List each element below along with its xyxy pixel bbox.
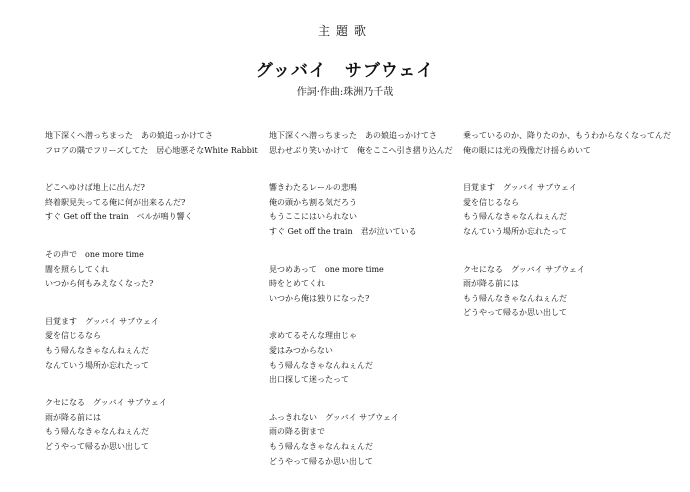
lyric-line: もう帰んなきゃなんねぇんだ xyxy=(45,345,149,355)
lyric-line: もう帰んなきゃなんねぇんだ xyxy=(269,441,373,451)
stanza xyxy=(269,181,484,239)
lyric-line: クセになる グッバイ サブウェイ xyxy=(45,398,167,408)
lyric-line: フロアの隅でフリーズしてた 居心地悪そなWhite Rabbit xyxy=(45,145,258,155)
lyric-line: どうやって帰るか思い出して xyxy=(463,308,567,318)
lyric-line: 求めてるそんな理由じゃ xyxy=(269,331,357,341)
lyric-line: どうやって帰るか思い出して xyxy=(45,441,149,451)
lyric-line: 闇を照らしてくれ xyxy=(45,264,109,274)
lyrics-column xyxy=(463,129,678,344)
lyric-line: 雨が降る前には xyxy=(45,412,101,422)
stanza xyxy=(269,329,484,387)
lyric-line: もう帰んなきゃなんねぇんだ xyxy=(269,360,373,370)
lyric-line: 響きわたるレールの悲鳴 xyxy=(269,183,357,193)
section-label: 主題歌 xyxy=(317,24,372,38)
lyric-line: もう帰んなきゃなんねぇんだ xyxy=(463,293,567,303)
lyric-line: 地下深くへ潜っちまった あの娘追っかけてさ xyxy=(45,131,213,140)
stanza xyxy=(269,263,484,307)
lyric-line: 地下深くへ潜っちまった あの娘追っかけてさ xyxy=(269,131,437,140)
lyric-line: 時をとめてくれ xyxy=(269,279,325,289)
lyric-line: 終着駅見失ってる俺に何が出来るんだ? xyxy=(45,197,186,207)
lyric-line: 愛を信じるなら xyxy=(45,331,101,341)
lyric-line: なんていう場所か忘れたって xyxy=(45,360,149,370)
lyric-line: すぐ Get off the train ベルが鳴り響く xyxy=(45,212,193,222)
stanza xyxy=(45,181,260,225)
stanza xyxy=(463,129,678,158)
lyric-line: 愛を信じるなら xyxy=(463,197,519,207)
lyric-line: 雨が降る前には xyxy=(463,279,519,289)
credits: 作詞·作曲:珠洲乃千哉 xyxy=(296,87,394,98)
stanza xyxy=(269,411,484,469)
lyric-line: いつから俺は独りになった? xyxy=(269,293,370,303)
lyrics-column xyxy=(269,129,484,492)
stanza xyxy=(45,129,260,158)
stanza xyxy=(45,248,260,292)
lyric-line: 目覚ます グッバイ サブウェイ xyxy=(45,316,159,326)
lyric-line: どこへゆけば地上に出んだ? xyxy=(45,183,145,193)
lyric-line: 愛はみつからない xyxy=(269,345,333,355)
song-title: グッバイ サブウェイ xyxy=(255,61,435,81)
lyric-line: もうここにはいられない xyxy=(269,212,357,222)
lyric-line: 俺の頭かち割る気だろう xyxy=(269,197,357,207)
lyric-line: クセになる グッバイ サブウェイ xyxy=(463,264,585,274)
lyric-line: もう帰んなきゃなんねぇんだ xyxy=(45,427,149,437)
lyric-line: いつから何もみえなくなった? xyxy=(45,279,154,289)
lyric-line: 乗っているのか、降りたのか、もうわからなくなってんだ xyxy=(463,131,671,140)
stanza xyxy=(463,263,678,321)
lyrics-column xyxy=(45,129,260,478)
stanza xyxy=(463,181,678,239)
lyric-line: なんていう場所か忘れたって xyxy=(463,226,567,236)
stanza xyxy=(45,396,260,454)
lyric-line: 出口探して迷ったって xyxy=(269,375,349,385)
lyric-line: 思わせぶり笑いかけて 俺をここへ引き摺り込んだ xyxy=(269,145,453,155)
lyric-line: その声で one more time xyxy=(45,249,144,259)
lyric-line: 俺の眼には光の残像だけ揺らめいて xyxy=(463,145,591,155)
stanza xyxy=(45,315,260,373)
stanza xyxy=(269,129,484,158)
lyric-line: どうやって帰るか思い出して xyxy=(269,456,373,466)
lyric-line: 雨の降る街まで xyxy=(269,427,325,437)
lyric-line: 目覚ます グッバイ サブウェイ xyxy=(463,183,577,193)
lyric-line: すぐ Get off the train 君が泣いている xyxy=(269,226,417,236)
lyric-line: もう帰んなきゃなんねぇんだ xyxy=(463,212,567,222)
lyric-line: 見つめあって one more time xyxy=(269,264,384,274)
lyric-line: ふっきれない グッバイ サブウェイ xyxy=(269,412,399,422)
